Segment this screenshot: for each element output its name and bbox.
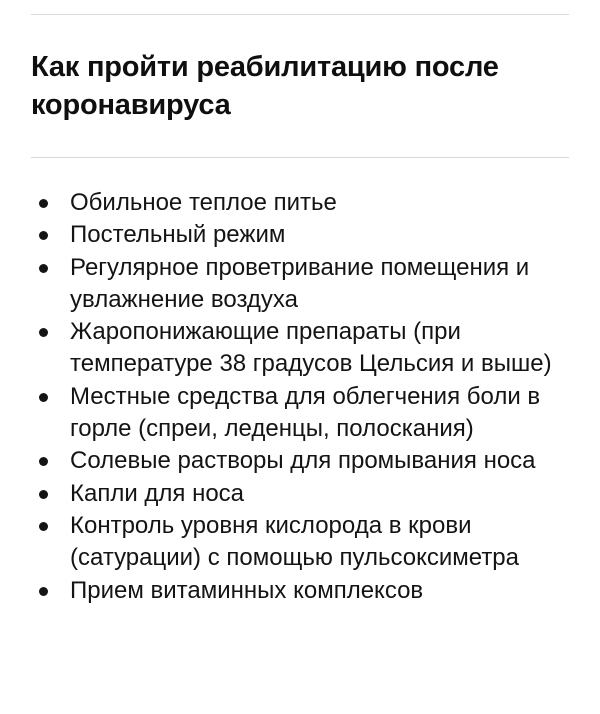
list-item-text: Жаропонижающие препараты (при температуре 38 градусов Цельсия и выше) (70, 318, 552, 378)
list-item-text: Капли для носа (70, 479, 245, 507)
bullet-icon (39, 393, 48, 402)
list-item (31, 575, 576, 607)
list-item-text: Регулярное проветривание помещения и увлажнение воздуха (70, 253, 530, 313)
list-item (31, 381, 576, 446)
list-item-text: Прием витаминных комплексов (70, 576, 424, 604)
bullet-icon (39, 199, 48, 208)
list-item (31, 252, 576, 317)
list-item-text: Постельный режим (70, 221, 286, 249)
bullet-icon (39, 457, 48, 466)
bullet-icon (39, 231, 48, 240)
bullet-icon (39, 522, 48, 531)
top-divider (31, 14, 569, 15)
title-divider (31, 157, 569, 158)
bullet-icon (39, 587, 48, 596)
bullet-icon (39, 328, 48, 337)
bullet-icon (39, 490, 48, 499)
article-title: Как пройти реабилитацию после коронавируса (31, 51, 499, 121)
list-item (31, 510, 576, 575)
bullet-icon (39, 264, 48, 273)
list-item (31, 445, 576, 477)
list-item-text: Солевые растворы для промывания носа (70, 447, 536, 475)
list-item-text: Обильное теплое питье (70, 189, 337, 216)
recommendations-list (31, 187, 576, 607)
list-item-text: Местные средства для облегчения боли в горле (спреи, леденцы, полоскания) (70, 382, 541, 443)
list-item-text: Контроль уровня кислорода в крови (сатурации) с помощью пульсоксиметра (70, 511, 520, 572)
list-item (31, 219, 576, 251)
list-item (31, 187, 576, 219)
list-item (31, 478, 576, 510)
list-item (31, 316, 576, 381)
